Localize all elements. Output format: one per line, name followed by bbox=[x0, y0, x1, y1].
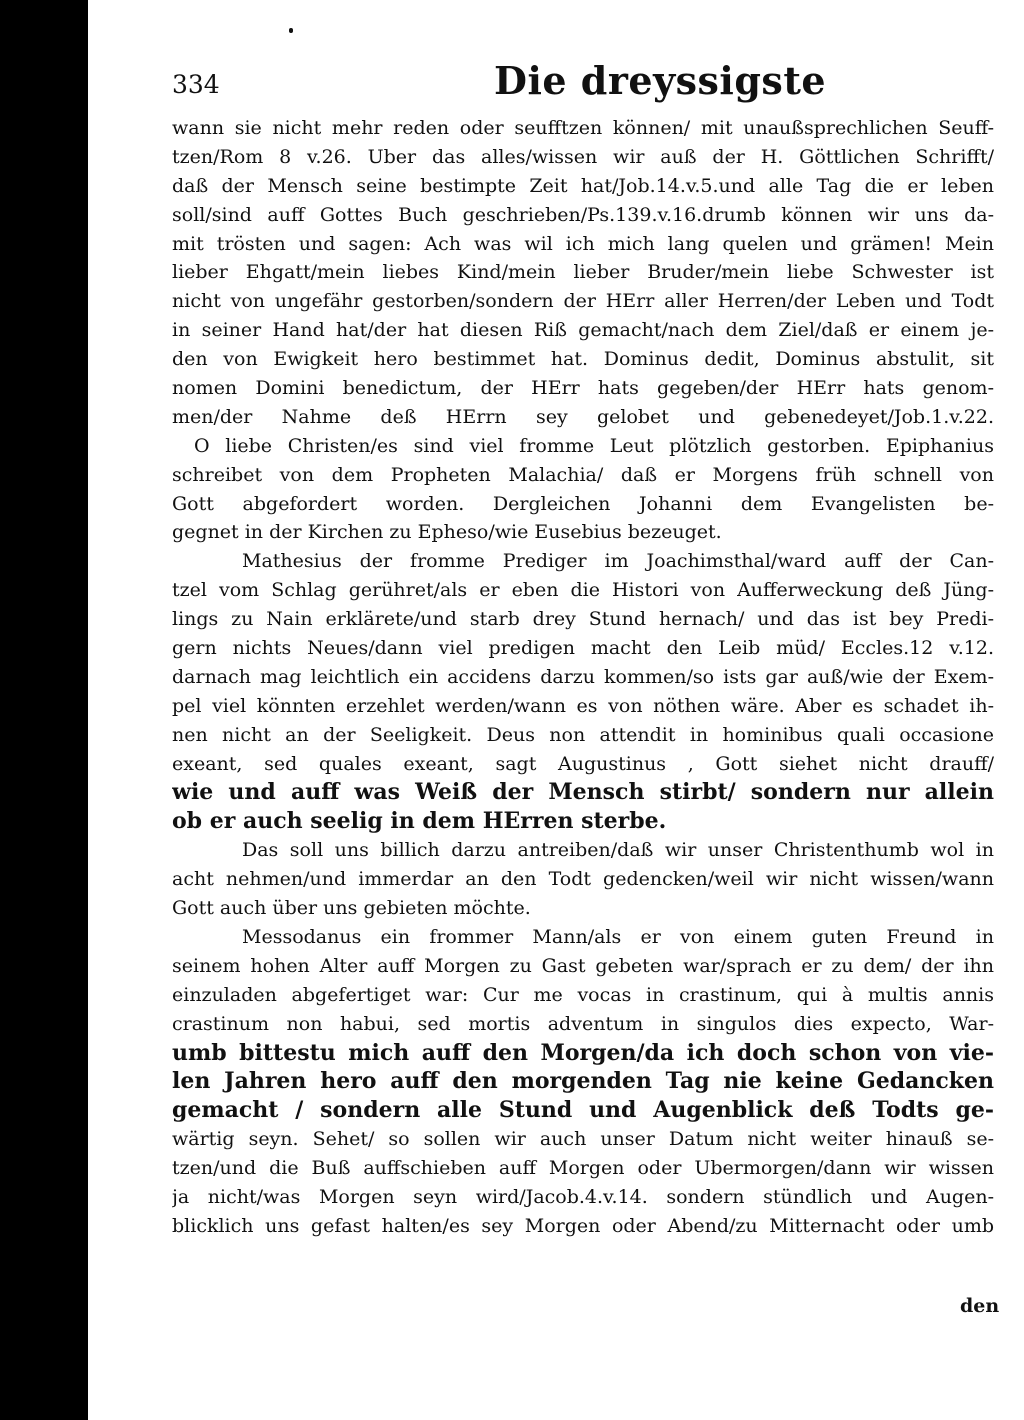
ink-speck bbox=[289, 28, 293, 33]
text-line: lieber Ehgatt/mein liebes Kind/mein lieber Bruder/mein liebe Schwester ist bbox=[172, 261, 994, 284]
text-line: exeant, sed quales exeant, sagt Augustinus , Gott siehet nicht drauff/ bbox=[172, 752, 994, 775]
text-line: wärtig seyn. Sehet/ so sollen wir auch unser Datum nicht weiter hinauß se- bbox=[172, 1128, 994, 1151]
text-line: pel viel könnten erzehlet werden/wann es von nöthen wäre. Aber es schadet ih- bbox=[172, 694, 994, 717]
text-line: tzen/und die Buß auffschieben auff Morgen oder Ubermorgen/dann wir wissen bbox=[172, 1157, 994, 1180]
text-line: tzel vom Schlag gerühret/als er eben die Histori von Aufferweckung deß Jüng- bbox=[172, 579, 994, 602]
text-line: gern nichts Neues/dann viel predigen macht den Leib müd/ Eccles.12 v.12. bbox=[172, 637, 994, 660]
text-line: tzen/Rom 8 v.26. Uber das alles/wissen wir auß der H. Göttlichen Schrifft/ bbox=[172, 145, 994, 168]
text-line: nen nicht an der Seeligkeit. Deus non attendit in hominibus quali occasione bbox=[172, 723, 994, 746]
text-line: nicht von ungefähr gestorben/sondern der HErr aller Herren/der Leben und Todt bbox=[172, 290, 994, 313]
text-line: umb bittestu mich auff den Morgen/da ich doch schon von vie- bbox=[172, 1039, 994, 1066]
text-line: gegnet in der Kirchen zu Epheso/wie Eusebius bezeuget. bbox=[172, 521, 722, 544]
text-line: len Jahren hero auff den morgenden Tag nie keine Gedancken bbox=[172, 1068, 994, 1095]
text-line: gemacht / sondern alle Stund und Augenblick deß Todts ge- bbox=[172, 1097, 994, 1124]
text-line: Gott abgefordert worden. Dergleichen Johanni dem Evangelisten be- bbox=[172, 492, 994, 515]
text-line: ob er auch seelig in dem HErren sterbe. bbox=[172, 808, 667, 835]
text-line: blicklich uns gefast halten/es sey Morgen oder Abend/zu Mitternacht oder umb bbox=[172, 1214, 994, 1237]
text-line: den von Ewigkeit hero bestimmet hat. Dominus dedit, Dominus abstulit, sit bbox=[172, 348, 994, 371]
text-line: darnach mag leichtlich ein accidens darzu kommen/so ists gar auß/wie der Exem- bbox=[172, 665, 994, 688]
page-header bbox=[172, 58, 992, 108]
text-line: nomen Domini benedictum, der HErr hats gegeben/der HErr hats genom- bbox=[172, 377, 994, 400]
text-line: soll/sind auff Gottes Buch geschrieben/Ps.139.v.16.drumb können wir uns da- bbox=[172, 203, 994, 226]
text-line: daß der Mensch seine bestimpte Zeit hat/Job.14.v.5.und alle Tag die er leben bbox=[172, 174, 994, 197]
text-line: in seiner Hand hat/der hat diesen Riß gemacht/nach dem Ziel/daß er einem je- bbox=[172, 319, 994, 342]
page-number: 334 bbox=[172, 70, 220, 99]
catchword: den bbox=[960, 1295, 1000, 1317]
text-line: einzuladen abgefertiget war: Cur me vocas in crastinum, qui à multis annis bbox=[172, 983, 994, 1006]
body-text bbox=[172, 114, 994, 1241]
text-line: O liebe Christen/es sind viel fromme Leut plötzlich gestorben. Epiphanius bbox=[194, 434, 994, 457]
text-line: Das soll uns billich darzu antreiben/daß wir unser Christenthumb wol in bbox=[242, 839, 994, 862]
text-line: ja nicht/was Morgen seyn wird/Jacob.4.v.14. sondern stündlich und Augen- bbox=[172, 1185, 994, 1208]
text-line: men/der Nahme deß HErrn sey gelobet und gebenedeyet/Job.1.v.22. bbox=[172, 405, 994, 428]
running-head: Die dreyssigste bbox=[494, 58, 827, 103]
text-line: wann sie nicht mehr reden oder seufftzen können/ mit unaußsprechlichen Seuff- bbox=[172, 117, 994, 139]
text-line: acht nehmen/und immerdar an den Todt gedencken/weil wir nicht wissen/wann bbox=[172, 868, 994, 891]
text-line: schreibet von dem Propheten Malachia/ daß er Morgens früh schnell von bbox=[172, 463, 994, 486]
text-line: lings zu Nain erklärete/und starb drey Stund hernach/ und das ist bey Predi- bbox=[172, 608, 994, 631]
text-line: mit trösten und sagen: Ach was wil ich mich lang quelen und grämen! Mein bbox=[172, 232, 994, 255]
text-line: wie und auff was Weiß der Mensch stirbt/ sondern nur allein bbox=[172, 779, 994, 806]
text-line: seinem hohen Alter auff Morgen zu Gast gebeten war/sprach er zu dem/ der ihn bbox=[172, 954, 994, 977]
text-line: crastinum non habui, sed mortis adventum in singulos dies expecto, War- bbox=[172, 1012, 994, 1035]
text-line: Mathesius der fromme Prediger im Joachimsthal/ward auff der Can- bbox=[242, 550, 994, 573]
text-line: Messodanus ein frommer Mann/als er von einem guten Freund in bbox=[242, 925, 994, 948]
text-line: Gott auch über uns gebieten möchte. bbox=[172, 897, 531, 920]
